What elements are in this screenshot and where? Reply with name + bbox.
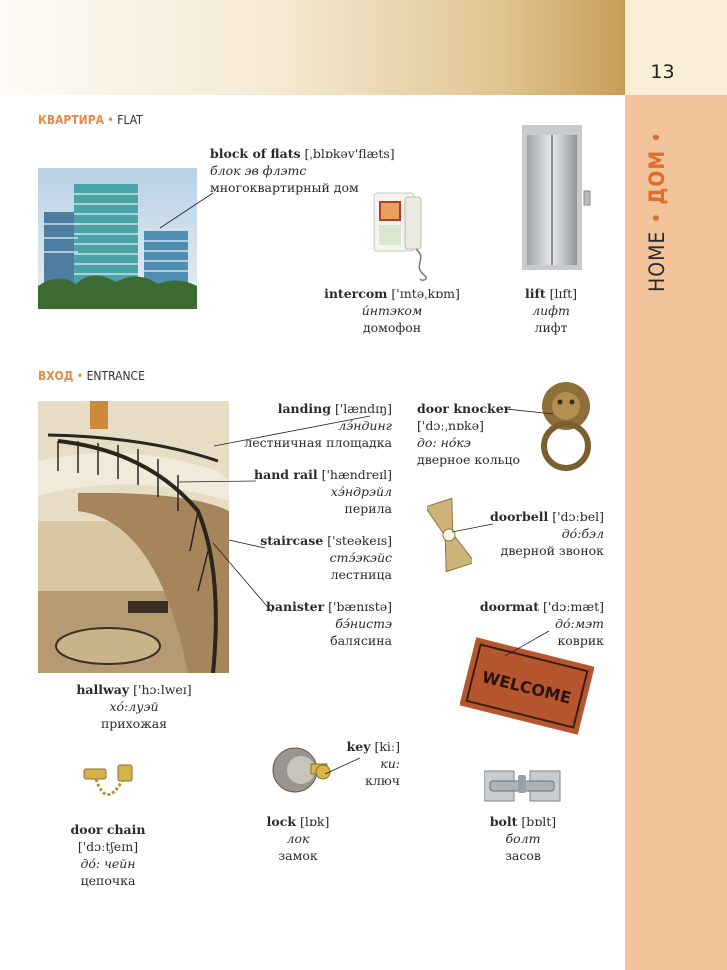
entry-hallway: hallway ['hɔːlweɪ] хо́:луэй прихожая xyxy=(76,682,192,731)
section-heading-flat: КВАРТИРА • FLAT xyxy=(38,113,143,127)
section-heading-entrance: ВХОД • ENTRANCE xyxy=(38,369,145,383)
entry-door-knocker: door knocker ['dɔːˌnɒkə] до: но́кэ дверное кольцо xyxy=(417,401,521,467)
ipa: [ˌblɒkəv'flæts] xyxy=(304,146,395,161)
entry-lift: lift [lɪft] лифт лифт xyxy=(524,286,578,335)
entry-landing: landing ['lændɪŋ] лэ́ндинг лестничная площадка xyxy=(244,401,392,450)
entry-banister: banister ['bænɪstə] бэ́нистэ балясина xyxy=(266,599,392,648)
word: block of flats xyxy=(210,146,301,161)
entry-staircase: staircase ['steəkeɪs] стэ́экэйс лестница xyxy=(260,533,392,582)
entry-intercom: intercom ['ɪntəˌkɒm] и́нтэком домофон xyxy=(324,286,460,335)
chapter-title: HOME • ДОМ • xyxy=(645,130,669,292)
doormat-text: WELCOME xyxy=(480,667,574,708)
transliteration: блок эв флэтс xyxy=(210,163,307,178)
entry-bolt: bolt [bɒlt] болт засов xyxy=(489,814,557,863)
entry-hand-rail: hand rail ['hændreɪl] хэ́ндрэйл перила xyxy=(254,467,392,516)
entry-key: key [kiː] ки: ключ xyxy=(346,739,400,788)
entry-lock: lock [lɒk] лок замок xyxy=(266,814,330,863)
page-number: 13 xyxy=(650,61,675,83)
entry-door-chain: door chain ['dɔːtʃeɪn] до́: чейн цепочка xyxy=(70,822,146,888)
entry-block-of-flats xyxy=(210,145,395,196)
entry-doormat: doormat ['dɔːmæt] до́:мэт коврик xyxy=(479,599,604,648)
entry-doorbell: doorbell ['dɔːbel] до́:бэл дверной звонок xyxy=(490,509,604,558)
translation: многоквартирный дом xyxy=(210,180,359,195)
